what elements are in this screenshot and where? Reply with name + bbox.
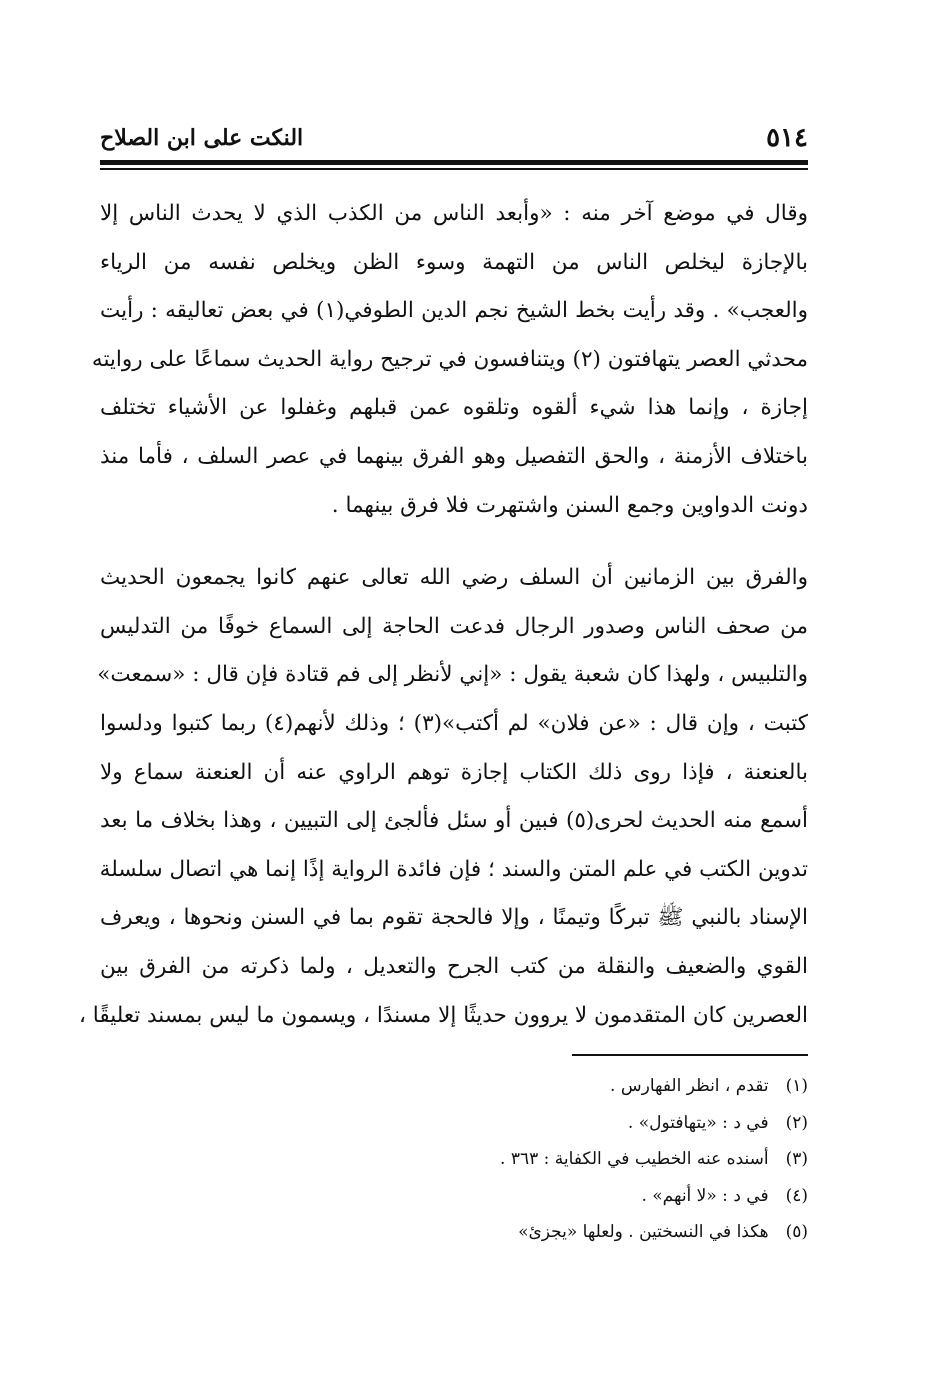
main-text <box>79 190 808 1040</box>
text-line: العصرين كان المتقدمون لا يروون حديثًا إلا مسندًا ، ويسمون ما ليس بمسند تعليقًا ، <box>79 1002 808 1028</box>
page-header <box>100 118 808 158</box>
text-line: كتبت ، وإن قال : «عن فلان» لم أكتب»(٣) ؛ وذلك لأنهم(٤) ربما كتبوا ودلسوا <box>100 710 808 736</box>
text-line: تدوين الكتب في علم المتن والسند ؛ فإن فائدة الرواية إذًا إنما هي اتصال سلسلة <box>99 856 808 882</box>
footnote-text: تقدم ، انظر الفهارس . <box>610 1076 769 1096</box>
paragraph-1 <box>91 190 808 530</box>
footnote-number: (٣) <box>785 1149 808 1169</box>
text-line: القوي والضعيف والنقلة من كتب الجرح والتعديل ، ولما ذكرته من الفرق بين <box>100 953 808 979</box>
text-line: والتلبيس ، ولهذا كان شعبة يقول : «إني لأنظر إلى فم قتادة فإن قال : «سمعت» <box>97 662 808 688</box>
footnote-text: أسنده عنه الخطيب في الكفاية : ٣٦٣ . <box>500 1149 769 1169</box>
text-line: دونت الدواوين وجمع السنن واشتهرت فلا فرق بينهما . <box>331 492 808 518</box>
text-line: إجازة ، وإنما هذا شيء ألقوه وتلقوه عمن قبلهم وغفلوا عن الأشياء تختلف <box>100 395 808 421</box>
text-line: الإسناد بالنبي ﷺ تبركًا وتيمنًا ، وإلا فالحجة تقوم بما في السنن ونحوها ، ويعرف <box>100 905 808 931</box>
page-number: ٥١٤ <box>766 123 808 153</box>
footnote-3 <box>300 1141 808 1178</box>
header-rule-thin <box>100 168 808 170</box>
footnote-number: (١) <box>785 1076 808 1096</box>
text-line: وقال في موضع آخر منه : «وأبعد الناس من الكذب الذي لا يحدث الناس إلا <box>100 201 808 226</box>
footnote-5 <box>300 1214 808 1251</box>
footnote-text: في د : «لا أنهم» . <box>641 1185 769 1206</box>
running-title: النكت على ابن الصلاح <box>100 125 304 151</box>
footnotes <box>300 1068 808 1251</box>
paragraph-2 <box>79 554 808 1040</box>
text-line: بالإجازة ليخلص الناس من التهمة وسوء الظن ويخلص نفسه من الرياء <box>100 249 808 275</box>
footnote-number: (٤) <box>785 1185 808 1206</box>
text-line: محدثي العصر يتهافتون (٢) ويتنافسون في ترجيح رواية الحديث سماعًا على روايته <box>91 346 808 372</box>
text-line: باختلاف الأزمنة ، والحق التفصيل وهو الفرق بينهما في عصر السلف ، فأما منذ <box>100 443 808 469</box>
footnote-2 <box>300 1105 808 1142</box>
footnote-text: هكذا في النسختين . ولعلها «يجزئ» <box>518 1222 769 1242</box>
footnote-1 <box>300 1068 808 1105</box>
text-line: والفرق بين الزمانين أن السلف رضي الله تعالى عنهم كانوا يجمعون الحديث <box>100 565 808 591</box>
text-line: من صحف الناس وصدور الرجال فدعت الحاجة إلى السماع خوفًا من التدليس <box>100 613 808 639</box>
footnote-number: (٢) <box>785 1112 808 1133</box>
text-line: بالعنعنة ، فإذا روى ذلك الكتاب إجازة توهم الراوي عنه أن العنعنة سماع ولا <box>100 759 808 785</box>
footnote-4 <box>300 1178 808 1215</box>
header-rule-thick <box>100 160 808 165</box>
text-line: أسمع منه الحديث لحرى(٥) فبين أو سئل فألجئ إلى التبيين ، وهذا بخلاف ما بعد <box>100 808 808 834</box>
text-line: والعجب» . وقد رأيت بخط الشيخ نجم الدين الطوفي(١) في بعض تعاليقه : رأيت <box>100 298 808 324</box>
footnote-number: (٥) <box>785 1222 808 1242</box>
footnote-separator <box>572 1054 808 1056</box>
footnote-text: في د : «يتهافتول» . <box>627 1112 769 1133</box>
